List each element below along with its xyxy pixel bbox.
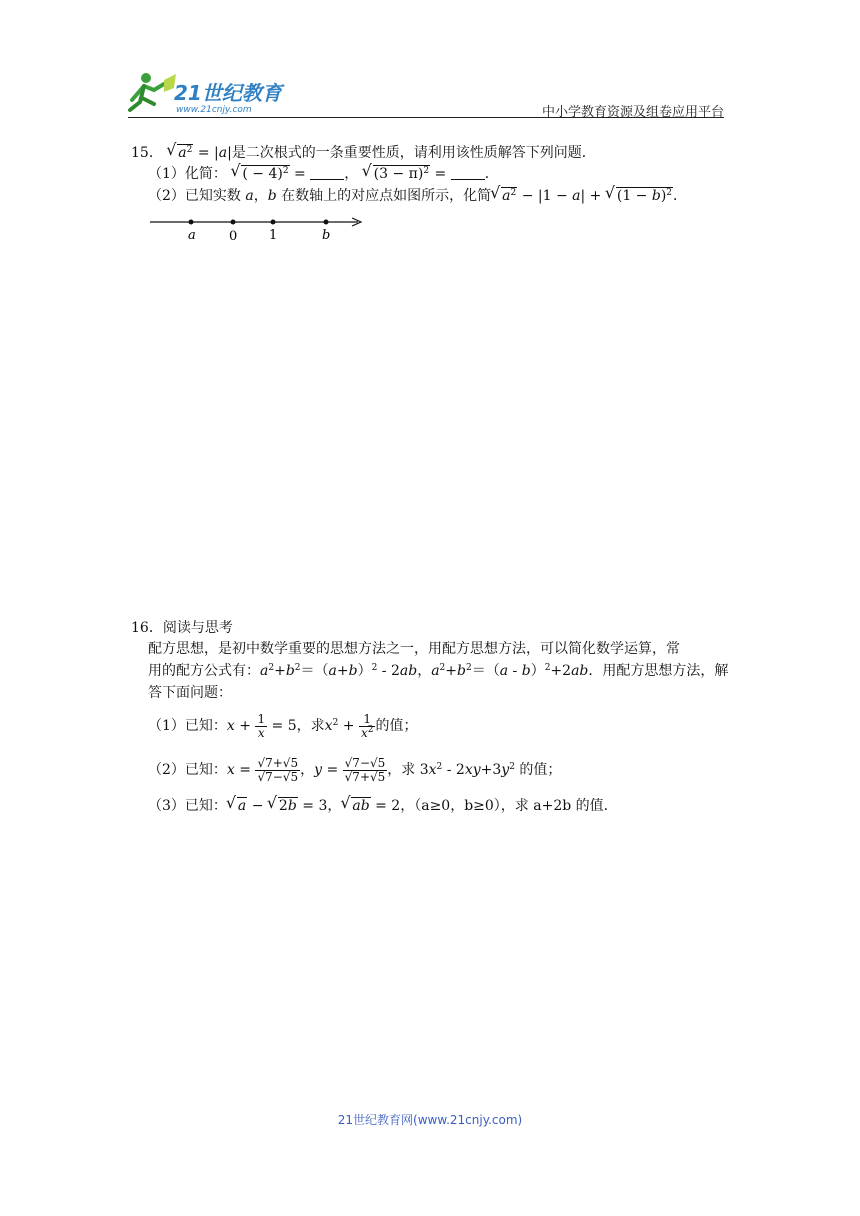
runner-logo-icon: [130, 73, 176, 110]
q16-para-line3: 答下面问题：: [148, 685, 232, 701]
q16-part2: （2）已知：x = $\frac{√7+√5}{√7-√5}$ ，y = $\frac{√7-√5}{√7+√5}$ ，求 $3x^2 - 2xy+3y^2$ 的值；: [148, 755, 562, 784]
header-divider: [128, 117, 724, 118]
label-0: 0: [229, 229, 238, 244]
label-b: b: [322, 228, 331, 243]
logo-url: www.21cnjy.com: [176, 105, 252, 115]
label-a: a: [188, 228, 196, 243]
footer-link[interactable]: 21世纪教育网(www.21cnjy.com): [337, 1113, 523, 1127]
point-0: [231, 220, 236, 225]
logo-text: 21世纪教育: [174, 81, 282, 105]
header-tagline: 中小学教育资源及组卷应用平台: [541, 105, 724, 120]
q16-para-line1: 配方思想，是初中数学重要的思想方法之一，用配方思想方法，可以简化数学运算，常: [148, 641, 680, 657]
q15-stem: 15． √ $a^2 = |a|$是二次根式的一条重要性质，请利用该性质解答下列问题．: [131, 143, 596, 163]
point-1: [271, 220, 276, 225]
q16-part3: （3）已知：√ a − √ 2b = 3，√ ab = 2，（a≥0，b≥0），求 a+2b 的值．: [148, 796, 618, 816]
q15-part2: （2）已知实数 a，b 在数轴上的对应点如图所示，化简√ $a^2 - |1 - a|$ + √ $(1 - b)^2$．: [148, 186, 687, 206]
q16-part1: （1）已知：x + $\frac{1}{x}$ = 5，求$x^2$ + $\frac{1}{x^2}$ 的值；: [148, 711, 418, 740]
label-1: 1: [269, 228, 278, 243]
site-logo: [124, 70, 294, 116]
q16-title: 16．阅读与思考: [131, 620, 233, 636]
q16-para-line2: 用的配方公式有：$a^2+b^2=(a+b)^2 - 2ab$，$a^2+b^2=(a - b)^2+2ab$．用配方思想方法，解: [148, 663, 729, 679]
answer-blank-1: [310, 167, 344, 180]
point-a: [189, 220, 194, 225]
number-line: [148, 210, 368, 244]
answer-blank-2: [451, 167, 485, 180]
q15-part1: （1）化简： √ ( − 4)$^2$ = ， √ $(3 - \pi)^2$ = ．: [148, 164, 499, 184]
point-b: [324, 220, 329, 225]
